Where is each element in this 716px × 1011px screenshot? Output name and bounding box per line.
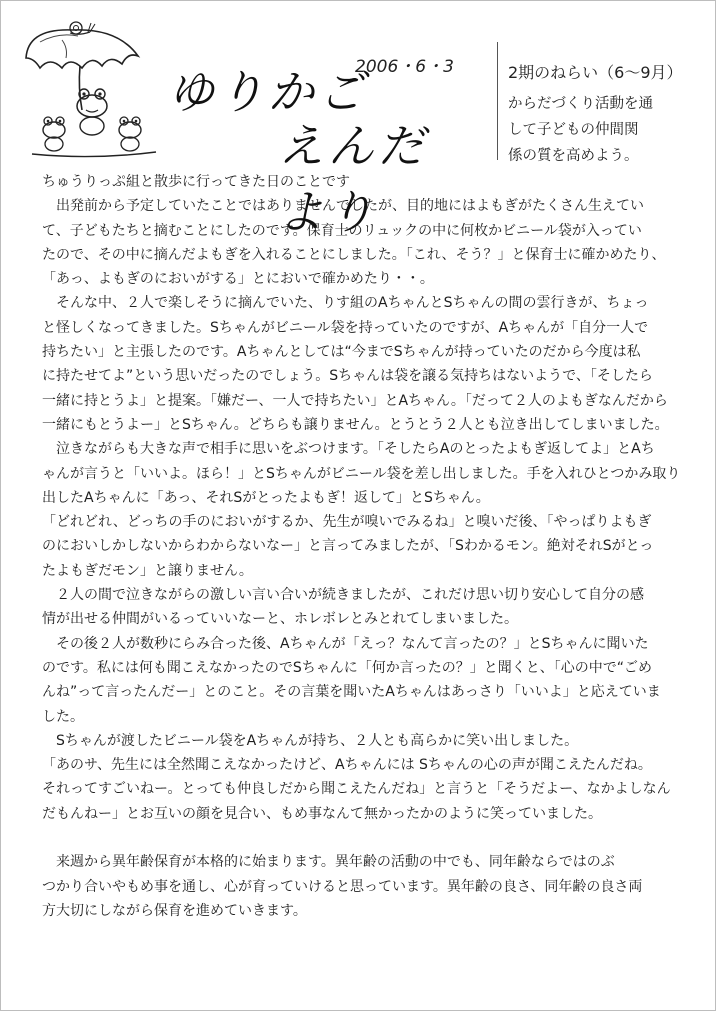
newsletter-title-line1: ゆりかご — [168, 65, 368, 119]
article-line: 出したAちゃんに「あっ、それSがとったよもぎ！返して」とSちゃん。 — [42, 489, 490, 506]
paragraph-spacer — [42, 826, 702, 850]
article-line: その後２人が数秒にらみ合った後、Aちゃんが「えっ？なんて言ったの？」とSちゃんに聞いた — [42, 635, 649, 652]
article-line: て、子どもたちと摘むことにしたのです。保育士のリュックの中に何枚かビニール袋が入ってい — [42, 222, 642, 239]
article-line: だもんねー」とお互いの顔を見合い、もめ事なんて無かったかのように笑っていました。 — [42, 805, 602, 822]
article-line: と怪しくなってきました。Sちゃんがビニール袋を持っていたのですが、Aちゃんが「自分一人で — [42, 319, 649, 336]
article-line: 持ちたい」と主張したのです。Aちゃんとしては“今までSちゃんが持っていたのだから今度は私 — [42, 344, 641, 361]
article-line: 「あっ、よもぎのにおいがする」とにおいで確かめたり・・。 — [42, 271, 434, 288]
term-aim-box — [508, 60, 708, 169]
header-divider — [497, 42, 498, 160]
article-body — [42, 170, 702, 923]
term-aim-line: からだづくり活動を通 — [508, 96, 653, 112]
article-line: 来週から異年齢保育が本格的に始まります。異年齢の活動の中でも、同年齢ならではのぶ — [42, 854, 615, 871]
article-line: たので、その中に摘んだよもぎを入れることにしました。「これ、そう？」と保育士に確かめたり、 — [42, 246, 666, 263]
article-line: 情が出せる仲間がいるっていいなーと、ホレボレとみとれてしまいました。 — [42, 611, 518, 628]
article-line: 「どれどれ、どっちの手のにおいがするか、先生が嗅いでみるね」と嗅いだ後、「やっぱりよもぎ — [42, 514, 652, 531]
article-line: 一緒にもとうよー」とSちゃん。どちらも譲りません。とうとう２人とも泣き出してしまいました。 — [42, 416, 669, 433]
article-line: んね”って言ったんだー」とのこと。その言葉を聞いたAちゃんはあっさり「いいよ」と応えていま — [42, 684, 661, 701]
article-line: のです。私には何も聞こえなかったのでSちゃんに「何か言ったの？」と聞くと、「心の中で“ごめ — [42, 659, 653, 676]
issue-date: 2006・6・3 — [355, 57, 454, 77]
article-line: に持たせてよ”という思いだったのでしょう。Sちゃんは袋を譲る気持ちはないようで、「そしたら — [42, 368, 653, 385]
article-line: 方大切にしながら保育を進めていきます。 — [42, 902, 307, 919]
article-line: 泣きながらも大きな声で相手に思いをぶつけます。「そしたらAのとったよもぎ返してよ」とAち — [42, 441, 655, 458]
article-line: ２人の間で泣きながらの激しい言い合いが続きましたが、これだけ思い切り安心して自分の感 — [42, 587, 644, 604]
article-line: ゃんが言うと「いいよ。ほら！」とSちゃんがビニール袋を差し出しました。手を入れひとつかみ取り — [42, 465, 681, 482]
frogs-under-leaf-with-snail-illustration — [18, 18, 168, 168]
article-line: した。 — [42, 708, 84, 725]
article-line: 一緒に持とうよ」と提案。「嫌だー、一人で持ちたい」とAちゃん。「だって２人のよもぎなんだから — [42, 392, 668, 409]
term-aim-text — [508, 91, 708, 169]
article-line: 出発前から予定していたことではありませんでしたが、目的地にはよもぎがたくさん生えてい — [42, 198, 644, 215]
article-line: たよもぎだモン」と譲りません。 — [42, 562, 253, 579]
article-line: そんな中、２人で楽しそうに摘んでいた、りす組のAちゃんとSちゃんの間の雲行きが、ちょっ — [42, 295, 649, 312]
article-line: つかり合いやもめ事を通し、心が育っていけると思っています。異年齢の良さ、同年齢の良さ両 — [42, 878, 643, 895]
article-line: のにおいしかしないからわからないなー」と言ってみましたが、「Sわかるモン。絶対それSがとっ — [42, 538, 654, 555]
term-aim-title: 2期のねらい（6〜9月） — [508, 63, 683, 82]
article-line: それってすごいねー。とっても仲良しだから聞こえたんだね」と言うと「そうだよー、なかよしなん — [42, 781, 671, 798]
article-line: 「あのサ、先生には全然聞こえなかったけど、Aちゃんには Sちゃんの心の声が聞こえたんだね。 — [42, 757, 652, 774]
newsletter-title-line2: えんだより — [278, 119, 428, 239]
article-line: ちゅうりっぷ組と散歩に行ってきた日のことです — [42, 174, 350, 190]
term-aim-line: して子どもの仲間関 — [508, 122, 639, 138]
term-aim-line: 係の質を高めよう。 — [508, 148, 639, 164]
article-line: Sちゃんが渡したビニール袋をAちゃんが持ち、２人とも高らかに笑い出しました。 — [42, 732, 579, 749]
